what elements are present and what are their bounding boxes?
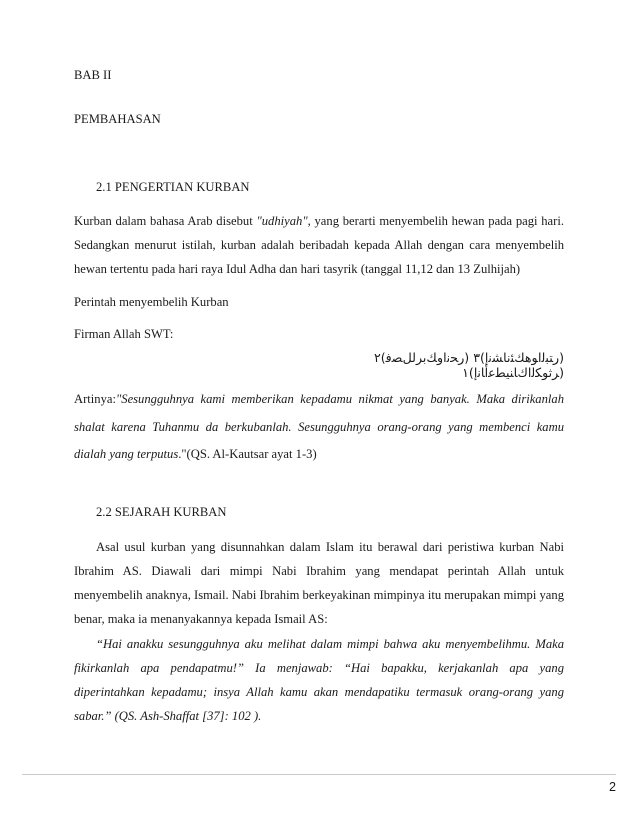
translation-line: Artinya:"Sesungguhnya kami memberikan kepadamu nikmat yang banyak. Maka dirikanlah <box>74 392 564 406</box>
footer-divider <box>22 774 616 775</box>
paragraph-line: Sedangkan menurut istilah, kurban adalah beribadah kepada Allah dengan cara menyembelih <box>74 238 564 252</box>
quote-line: “Hai anakku sesungguhnya aku melihat dalam mimpi bahwa aku menyembelihmu. Maka <box>96 637 564 651</box>
heading-pengertian: 2.1 PENGERTIAN KURBAN <box>96 180 250 194</box>
firman-label: Firman Allah SWT: <box>74 327 174 341</box>
heading-sejarah: 2.2 SEJARAH KURBAN <box>96 505 227 519</box>
paragraph-line: Ibrahim AS. Diawali dari mimpi Nabi Ibrahim yang mendapat perintah Allah untuk <box>74 564 564 578</box>
perintah-label: Perintah menyembelih Kurban <box>74 295 229 309</box>
arabic-verse: (ﺭﺘﺒﻟﺍﻮﻫﻚﺌﻧﺎﺸﻧﺇ)٣ (ﺭﺤﻧﺍﻭﻚﺑﺮﻟﻞﺼﻓ)٢ (ﺮﺛﻮﻜﻟﺍﻙﺎﻨﻴﻄﻋﺃﺎﻧﺇ)١ <box>373 350 564 380</box>
quote-line: sabar.” (QS. Ash-Shaffat [37]: 102 ). <box>74 709 262 723</box>
paragraph-line: hewan tertentu pada hari raya Idul Adha dan hari tasyrik (tanggal 11,12 dan 13 Zulhijah) <box>74 262 521 276</box>
paragraph-line: benar, maka ia menanyakannya kepada Ismail AS: <box>74 612 328 626</box>
quote-line: fikirkanlah apa pendapatmu!” Ia menjawab: “Hai bapakku, kerjakanlah apa yang <box>74 661 564 675</box>
chapter-label: BAB II <box>74 68 112 82</box>
paragraph-line: Kurban dalam bahasa Arab disebut "udhiyah", yang berarti menyembelih hewan pada pagi hari. <box>74 214 564 228</box>
paragraph-line: menyembelih anaknya, Ismail. Nabi Ibrahim berkeyakinan mimpinya itu merupakan mimpi yang <box>74 588 564 602</box>
translation-line: shalat karena Tuhanmu da berkubanlah. Sesungguhnya orang-orang yang membenci kamu <box>74 420 564 434</box>
translation-line: dialah yang terputus."(QS. Al-Kautsar ayat 1-3) <box>74 447 317 461</box>
section-title: PEMBAHASAN <box>74 112 161 126</box>
paragraph-line: Asal usul kurban yang disunnahkan dalam Islam itu berawal dari peristiwa kurban Nabi <box>96 540 564 554</box>
quote-line: diperintahkan kepadamu; insya Allah kamu akan mendapatiku termasuk orang-orang yang <box>74 685 564 699</box>
page-number: 2 <box>608 780 616 794</box>
